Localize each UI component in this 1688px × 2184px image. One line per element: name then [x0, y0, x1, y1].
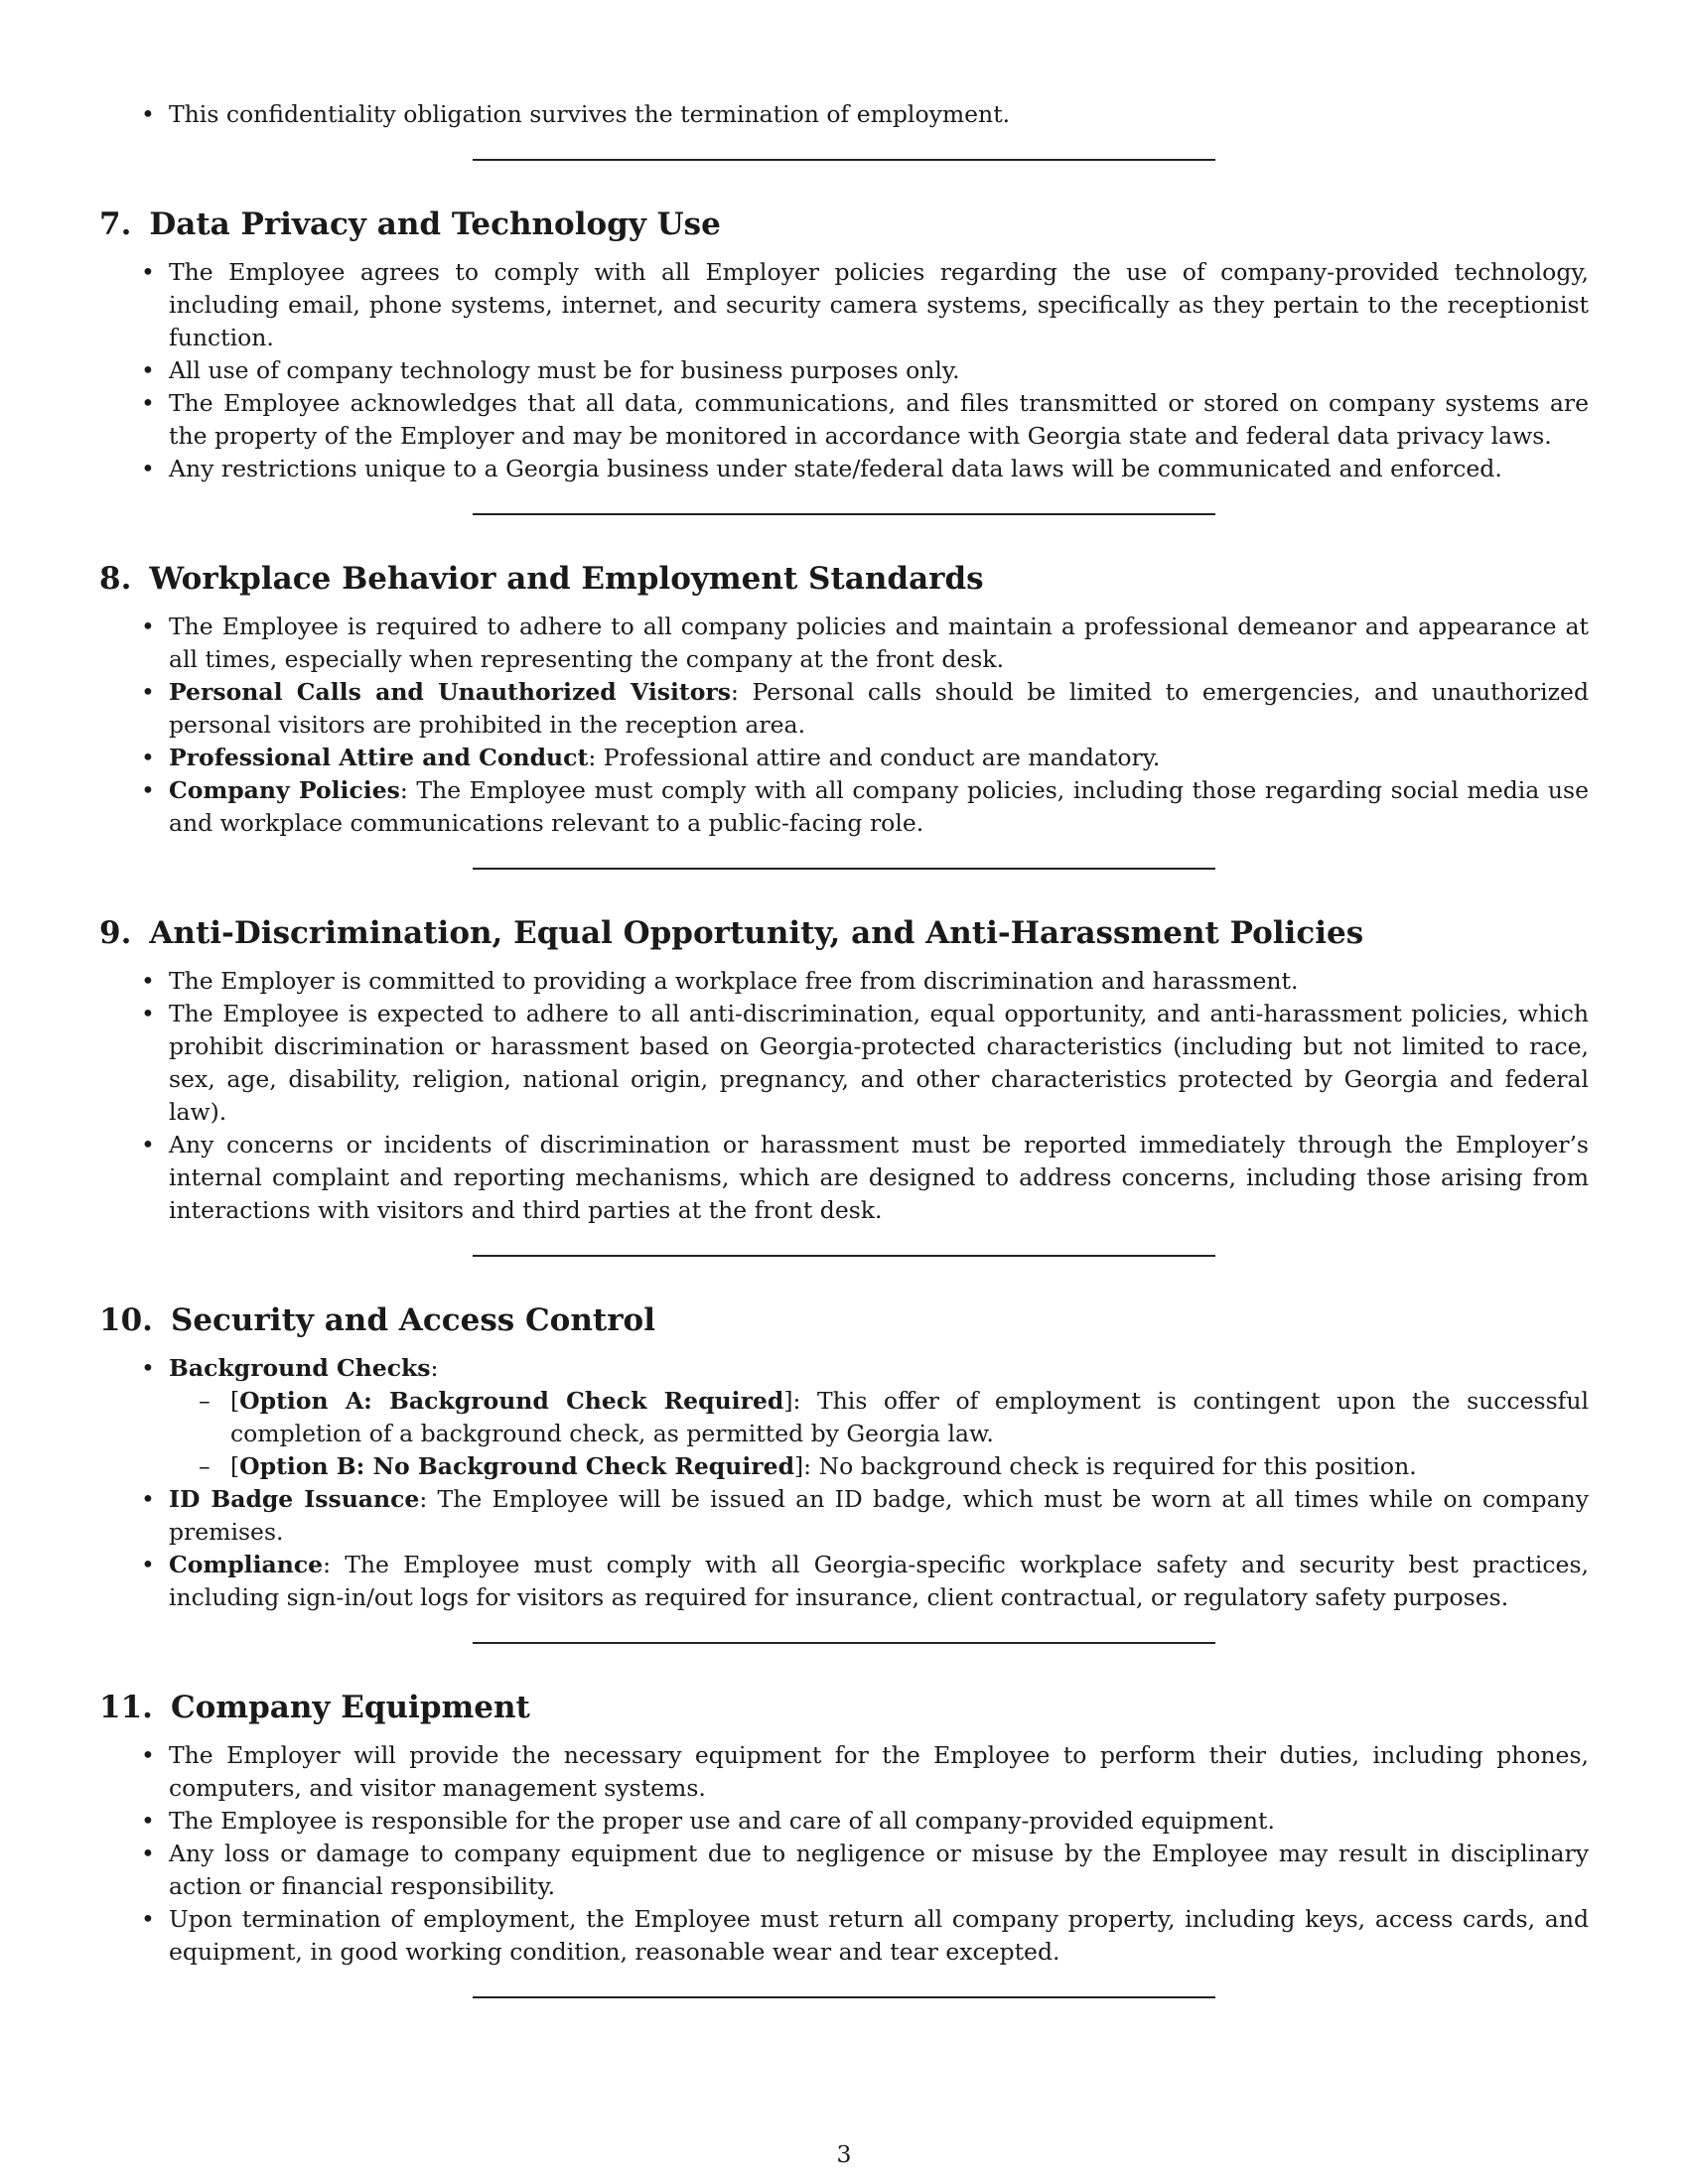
section-10-list — [99, 1352, 1589, 1614]
item-label: ID Badge Issuance — [169, 1485, 420, 1513]
option-item — [169, 1450, 1589, 1483]
section-divider — [473, 513, 1215, 515]
section-divider — [473, 1642, 1215, 1644]
option-item — [169, 1385, 1589, 1450]
list-item — [99, 774, 1589, 840]
item-text: : — [430, 1354, 439, 1382]
section-divider — [473, 868, 1215, 870]
item-label: Compliance — [169, 1551, 324, 1578]
section-heading-7 — [99, 205, 1589, 244]
section-heading-10 — [99, 1300, 1589, 1340]
option-label: Option A: Background Check Required — [239, 1387, 784, 1415]
list-item — [99, 1483, 1589, 1549]
list-item: • Upon termination of employment, the Employee must return all company property, including keys, access cards, and equipment, in good working condition, reasonable wear and tear excepted. — [99, 1903, 1589, 1969]
item-label: Company Policies — [169, 776, 400, 804]
item-label: Background Checks — [169, 1354, 431, 1382]
section-divider — [473, 1996, 1215, 1998]
item-text: : Professional attire and conduct are mandatory. — [588, 744, 1161, 771]
section-7-list — [99, 256, 1589, 485]
item-label: Professional Attire and Conduct — [169, 744, 589, 771]
document-page — [99, 99, 1589, 1998]
item-text: : Personal calls should be limited to emergencies, and unauthorized personal visitors are prohibited in the reception area. — [169, 678, 1589, 739]
section-heading-8 — [99, 559, 1589, 599]
list-item: • Any loss or damage to company equipment due to negligence or misuse by the Employee may result in disciplinary action or financial responsibility. — [99, 1838, 1589, 1903]
section-number: 7. — [99, 206, 132, 242]
list-item — [99, 1549, 1589, 1614]
list-item: • Any concerns or incidents of discrimination or harassment must be reported immediately through the Employer’s internal complaint and reporting mechanisms, which are designed to address concerns, including those arising from interactions with visitors and third parties at the front desk. — [99, 1129, 1589, 1227]
section-title: Security and Access Control — [170, 1302, 656, 1338]
item-label: Personal Calls and Unauthorized Visitors — [169, 678, 732, 706]
option-text: ]: This offer of employment is contingent upon the successful completion of a background check, as permitted by Georgia law. — [230, 1387, 1589, 1447]
section-title: Workplace Behavior and Employment Standards — [149, 561, 984, 597]
confidentiality-continuation-list — [99, 98, 1589, 131]
option-label: Option B: No Background Check Required — [239, 1452, 795, 1480]
option-text: ]: No background check is required for this position. — [794, 1452, 1417, 1480]
list-item: • The Employee agrees to comply with all Employer policies regarding the use of company-provided technology, including email, phone systems, internet, and security camera systems, specifically as they pertain to the receptionist function. — [99, 256, 1589, 354]
list-item: • The Employee is required to adhere to all company policies and maintain a professional demeanor and appearance at all times, especially when representing the company at the front desk. — [99, 611, 1589, 676]
item-text: : The Employee must comply with all company policies, including those regarding social media use and workplace communications relevant to a public-facing role. — [169, 776, 1589, 837]
page-number: 3 — [836, 2140, 852, 2168]
section-divider — [473, 1255, 1215, 1257]
section-number: 10. — [99, 1302, 153, 1338]
list-item: • The Employer will provide the necessary equipment for the Employee to perform their duties, including phones, computers, and visitor management systems. — [99, 1739, 1589, 1805]
section-number: 8. — [99, 561, 132, 597]
list-item: • The Employee acknowledges that all data, communications, and files transmitted or stored on company systems are the property of the Employer and may be monitored in accordance with Georgia state and federal data privacy laws. — [99, 387, 1589, 453]
section-heading-9 — [99, 913, 1589, 953]
section-11-list — [99, 1739, 1589, 1969]
list-item — [99, 676, 1589, 742]
section-number: 11. — [99, 1690, 153, 1725]
list-item — [99, 1352, 1589, 1483]
list-item: • Any restrictions unique to a Georgia business under state/federal data laws will be communicated and enforced. — [99, 453, 1589, 485]
list-item: • All use of company technology must be for business purposes only. — [99, 354, 1589, 387]
section-title: Anti-Discrimination, Equal Opportunity, and Anti-Harassment Policies — [149, 915, 1364, 951]
section-divider — [473, 159, 1215, 161]
item-text: : The Employee must comply with all Georgia-specific workplace safety and security best practices, including sign-in/out logs for visitors as required for insurance, client contractual, or regulatory safety purposes. — [169, 1551, 1589, 1611]
section-title: Data Privacy and Technology Use — [149, 206, 721, 242]
section-number: 9. — [99, 915, 132, 951]
item-text: : The Employee will be issued an ID badge, which must be worn at all times while on company premises. — [169, 1485, 1589, 1546]
section-8-list — [99, 611, 1589, 840]
section-heading-11 — [99, 1688, 1589, 1727]
list-item — [99, 742, 1589, 774]
bracket: [ — [230, 1452, 240, 1480]
section-title: Company Equipment — [170, 1690, 530, 1725]
list-item: • The Employee is expected to adhere to all anti-discrimination, equal opportunity, and anti-harassment policies, which prohibit discrimination or harassment based on Georgia-protected characteristics (including but not limited to race, sex, age, disability, religion, national origin, pregnancy, and other characteristics protected by Georgia and federal law). — [99, 998, 1589, 1129]
section-9-list — [99, 965, 1589, 1227]
background-check-options — [169, 1385, 1589, 1483]
list-item: • The Employee is responsible for the proper use and care of all company-provided equipment. — [99, 1805, 1589, 1838]
list-item: • The Employer is committed to providing a workplace free from discrimination and harassment. — [99, 965, 1589, 998]
bracket: [ — [230, 1387, 240, 1415]
list-item: • This confidentiality obligation survives the termination of employment. — [99, 98, 1589, 131]
